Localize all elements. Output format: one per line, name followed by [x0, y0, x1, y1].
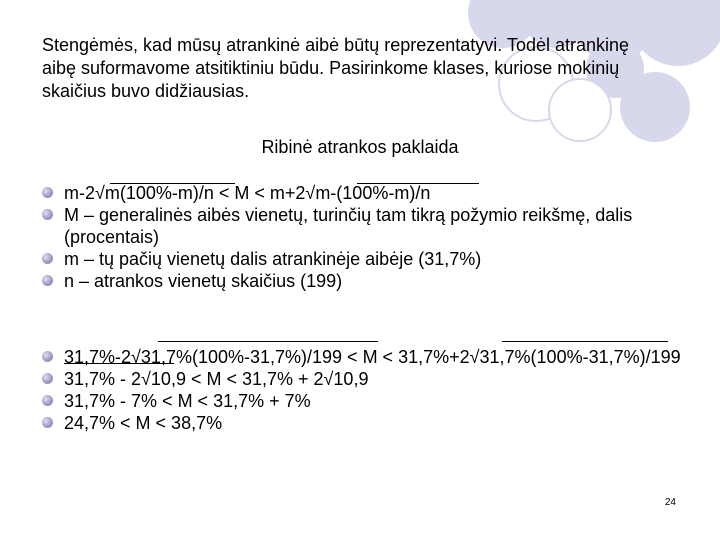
list-item-text: m-2√m(100%-m)/n < M < m+2√m-(100%-m)/n — [64, 183, 431, 203]
bullet-icon — [42, 417, 53, 428]
list-item — [42, 270, 682, 292]
list-item — [42, 182, 682, 204]
list-item-text: 31,7% - 2√10,9 < M < 31,7% + 2√10,9 — [64, 369, 369, 389]
bullet-icon — [42, 395, 53, 406]
calculation-steps-list — [42, 346, 682, 434]
intro-paragraph: Stengėmės, kad mūsų atrankinė aibė būtų reprezentatyvi. Todėl atrankinę aibę suformavome atsitiktiniu būdu. Pasirinkome klases, kuriose mokinių skaičius buvo didžiausias. — [42, 35, 630, 101]
bullet-icon — [42, 275, 53, 286]
list-item-text: 31,7%-2√31,7%(100%-31,7%)/199 < M < 31,7%+2√31,7%(100%-31,7%)/199 — [64, 347, 681, 367]
page-number: 24 — [664, 497, 676, 508]
list-item-text: M – generalinės aibės vienetų, turinčių tam tikrą požymio reikšmę, dalis (procentais) — [64, 205, 633, 247]
list-item — [42, 248, 682, 270]
list-item — [42, 390, 682, 412]
subtitle-text: Ribinė atrankos paklaida — [261, 137, 459, 157]
list-item — [42, 368, 682, 390]
list-item-text: m – tų pačių vienetų dalis atrankinėje aibėje (31,7%) — [64, 249, 482, 269]
bullet-icon — [42, 373, 53, 384]
decor-circle-4 — [630, 0, 720, 66]
list-item-text: 24,7% < M < 38,7% — [64, 413, 223, 433]
bullet-icon — [42, 209, 53, 220]
list-item — [42, 346, 682, 368]
list-item — [42, 204, 682, 248]
list-item-text: 31,7% - 7% < M < 31,7% + 7% — [64, 391, 311, 411]
list-item — [42, 412, 682, 434]
section-subtitle — [0, 137, 720, 158]
bullet-icon — [42, 187, 53, 198]
sqrt-overline — [158, 341, 378, 342]
bullet-icon — [42, 253, 53, 264]
sqrt-overline — [502, 341, 668, 342]
formula-definitions-list — [42, 182, 682, 292]
list-item-text: n – atrankos vienetų skaičius (199) — [64, 271, 343, 291]
bullet-icon — [42, 351, 53, 362]
